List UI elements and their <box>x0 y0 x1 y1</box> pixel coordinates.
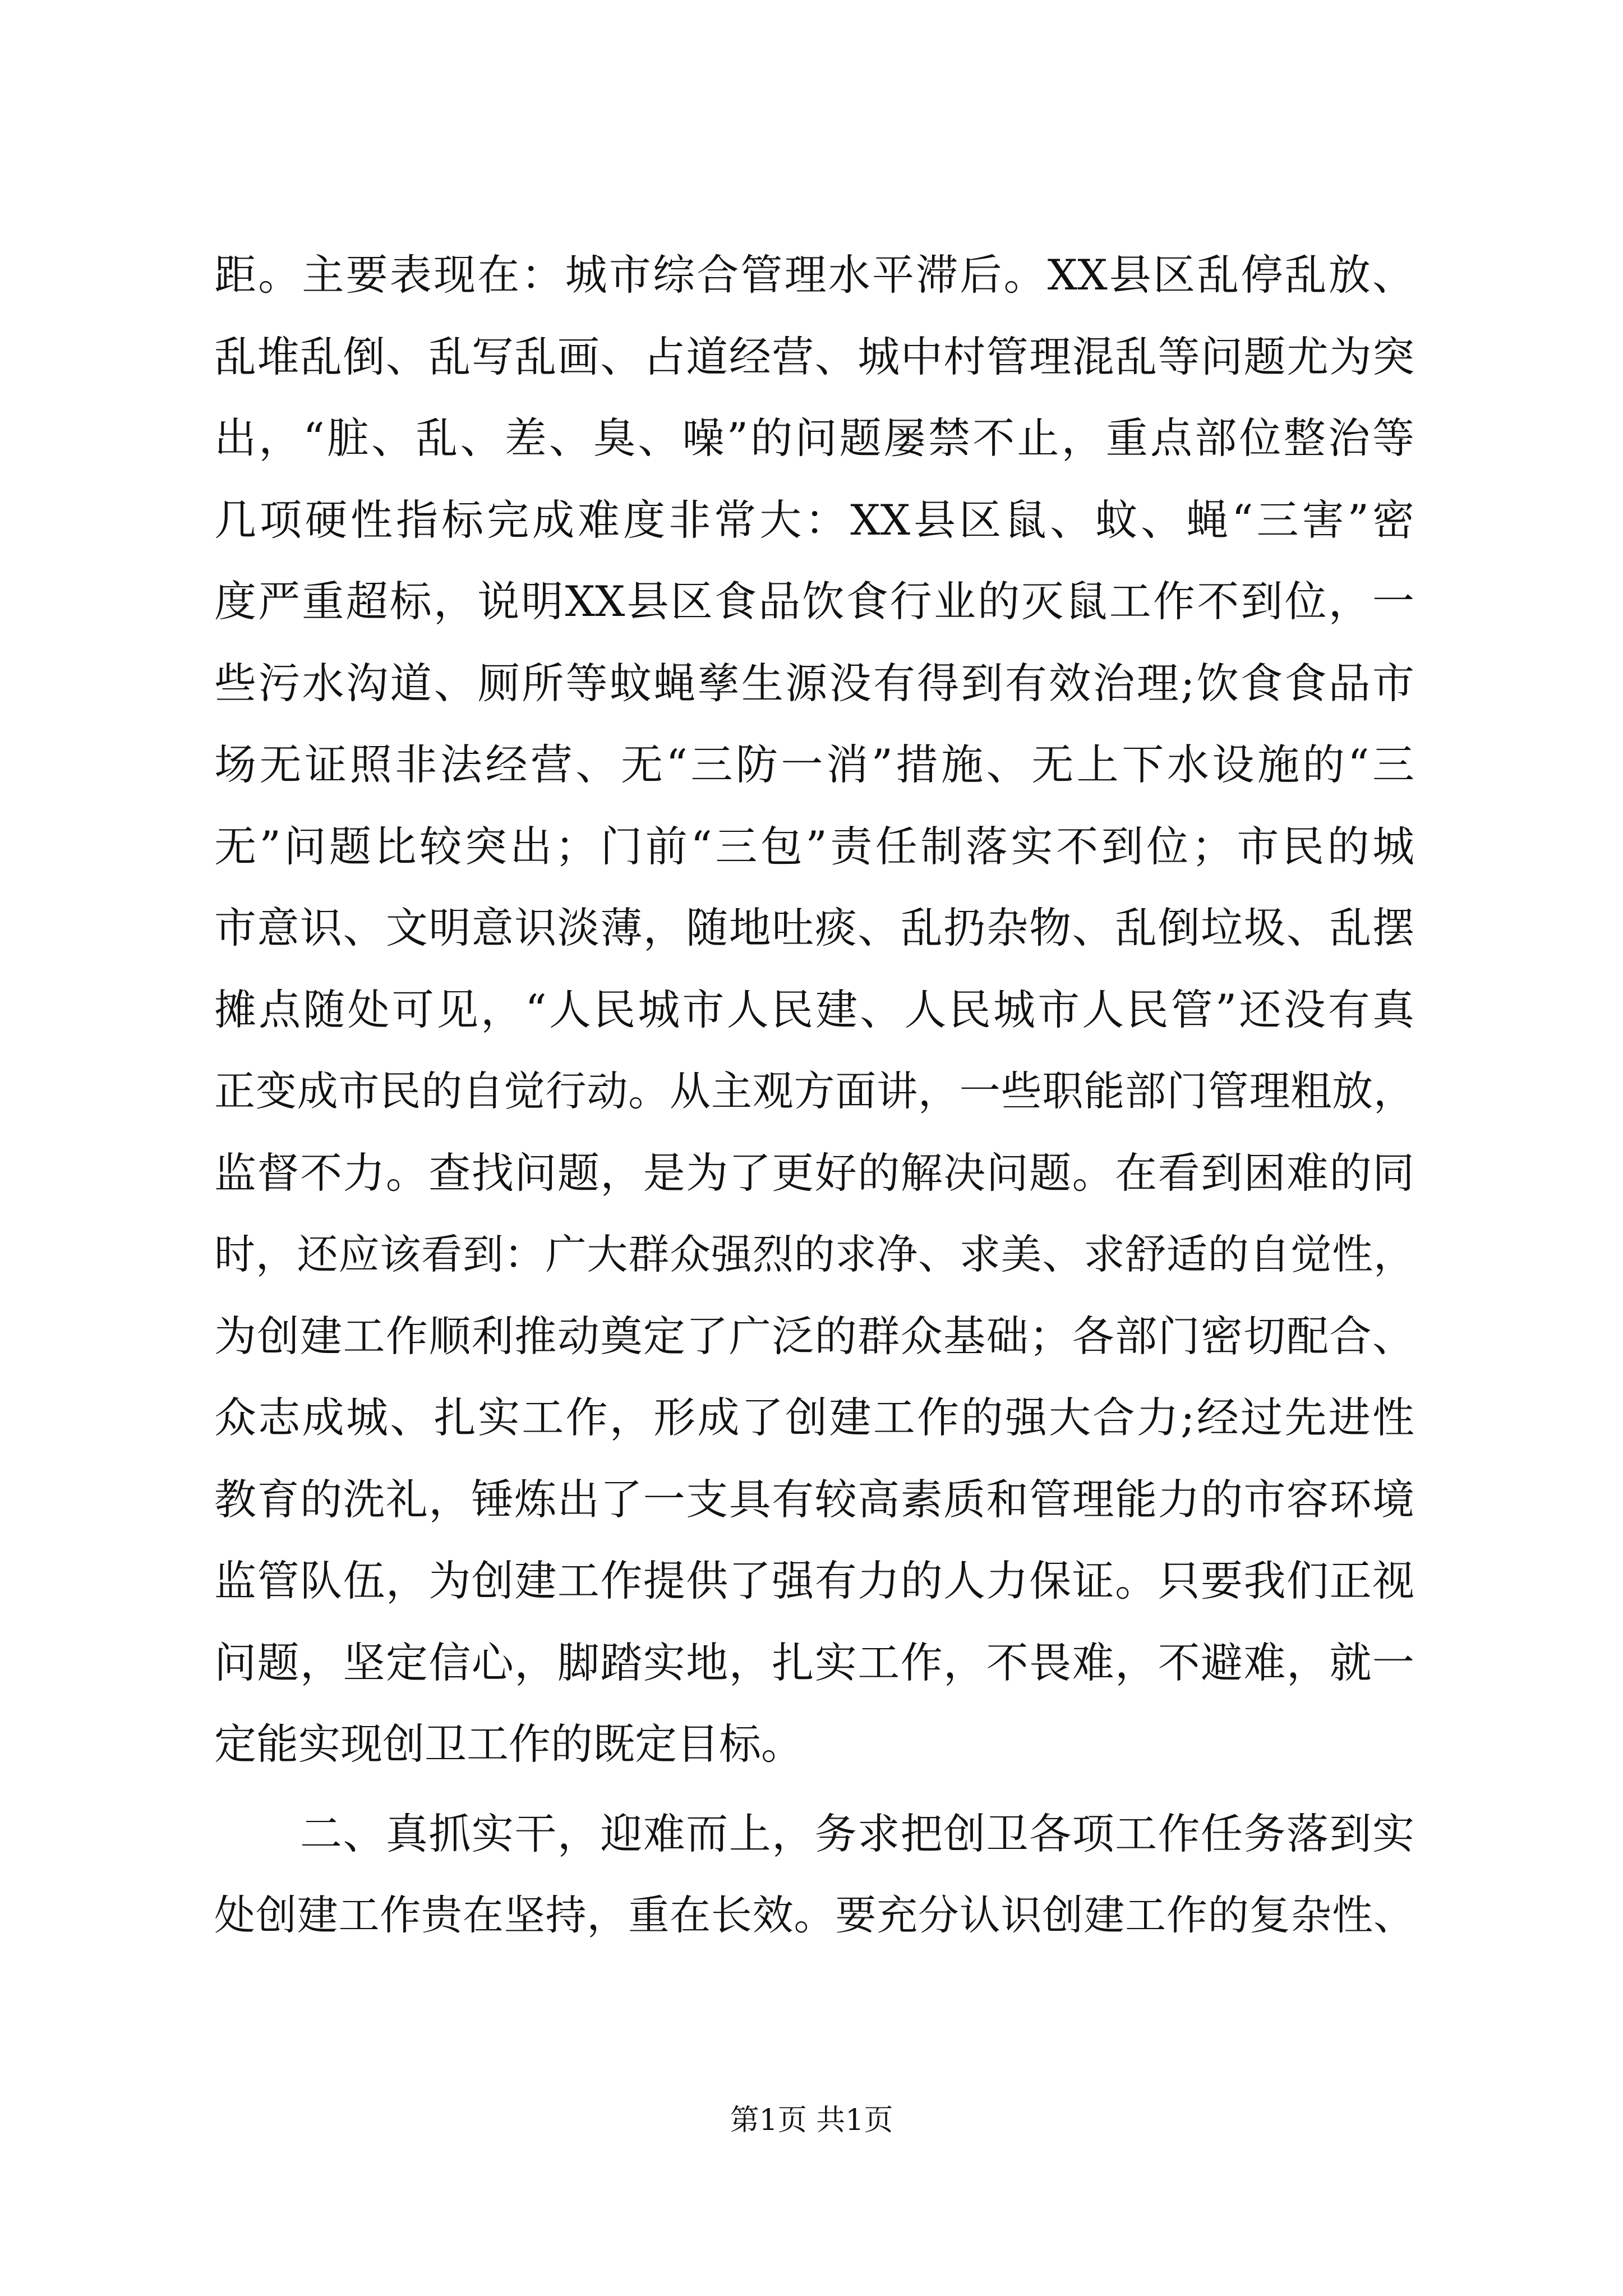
text-line: 监督不力。查找问题，是为了更好的解决问题。在看到困难的同 <box>214 1148 1414 1198</box>
page-footer: 第1页 共1页 <box>730 2104 893 2137</box>
text-line: 监管队伍，为创建工作提供了强有力的人力保证。只要我们正视 <box>214 1556 1414 1605</box>
text-line: 几项硬性指标完成难度非常大：XX县区鼠、蚊、蝇“三害”密 <box>214 495 1414 545</box>
text-line: 距。主要表现在：城市综合管理水平滞后。XX县区乱停乱放、 <box>214 250 1414 300</box>
text-line: 教育的洗礼，锤炼出了一支具有较高素质和管理能力的市容环境 <box>214 1474 1414 1524</box>
text-line: 摊点随处可见，“人民城市人民建、人民城市人民管”还没有真 <box>214 984 1414 1034</box>
body-text <box>214 234 1414 1957</box>
text-line: 乱堆乱倒、乱写乱画、占道经营、城中村管理混乱等问题尤为突 <box>214 332 1414 381</box>
text-line: 无”问题比较突出；门前“三包”责任制落实不到位；市民的城 <box>214 821 1414 871</box>
text-line: 众志成城、扎实工作，形成了创建工作的强大合力;经过先进性 <box>214 1393 1414 1442</box>
text-line: 度严重超标，说明XX县区食品饮食行业的灭鼠工作不到位，一 <box>214 577 1414 626</box>
text-line: 出，“脏、乱、差、臭、噪”的问题屡禁不止，重点部位整治等 <box>214 413 1414 463</box>
text-line: 问题，坚定信心，脚踏实地，扎实工作，不畏难，不避难，就一 <box>214 1637 1414 1687</box>
text-line: 定能实现创卫工作的既定目标。 <box>214 1719 804 1769</box>
section-heading-line: 二、真抓实干，迎难而上，务求把创卫各项工作任务落到实 <box>214 1809 1414 1858</box>
text-line: 正变成市民的自觉行动。从主观方面讲，一些职能部门管理粗放， <box>214 1068 1414 1115</box>
text-line: 些污水沟道、厕所等蚊蝇孳生源没有得到有效治理;饮食食品市 <box>214 658 1414 708</box>
text-line: 时，还应该看到：广大群众强烈的求净、求美、求舒适的自觉性， <box>214 1231 1414 1278</box>
text-line: 市意识、文明意识淡薄，随地吐痰、乱扔杂物、乱倒垃圾、乱摆 <box>214 903 1414 953</box>
text-line: 处创建工作贵在坚持，重在长效。要充分认识创建工作的复杂性、 <box>214 1892 1414 1939</box>
text-line: 场无证照非法经营、无“三防一消”措施、无上下水设施的“三 <box>214 740 1414 789</box>
text-line: 为创建工作顺利推动奠定了广泛的群众基础；各部门密切配合、 <box>214 1311 1414 1361</box>
